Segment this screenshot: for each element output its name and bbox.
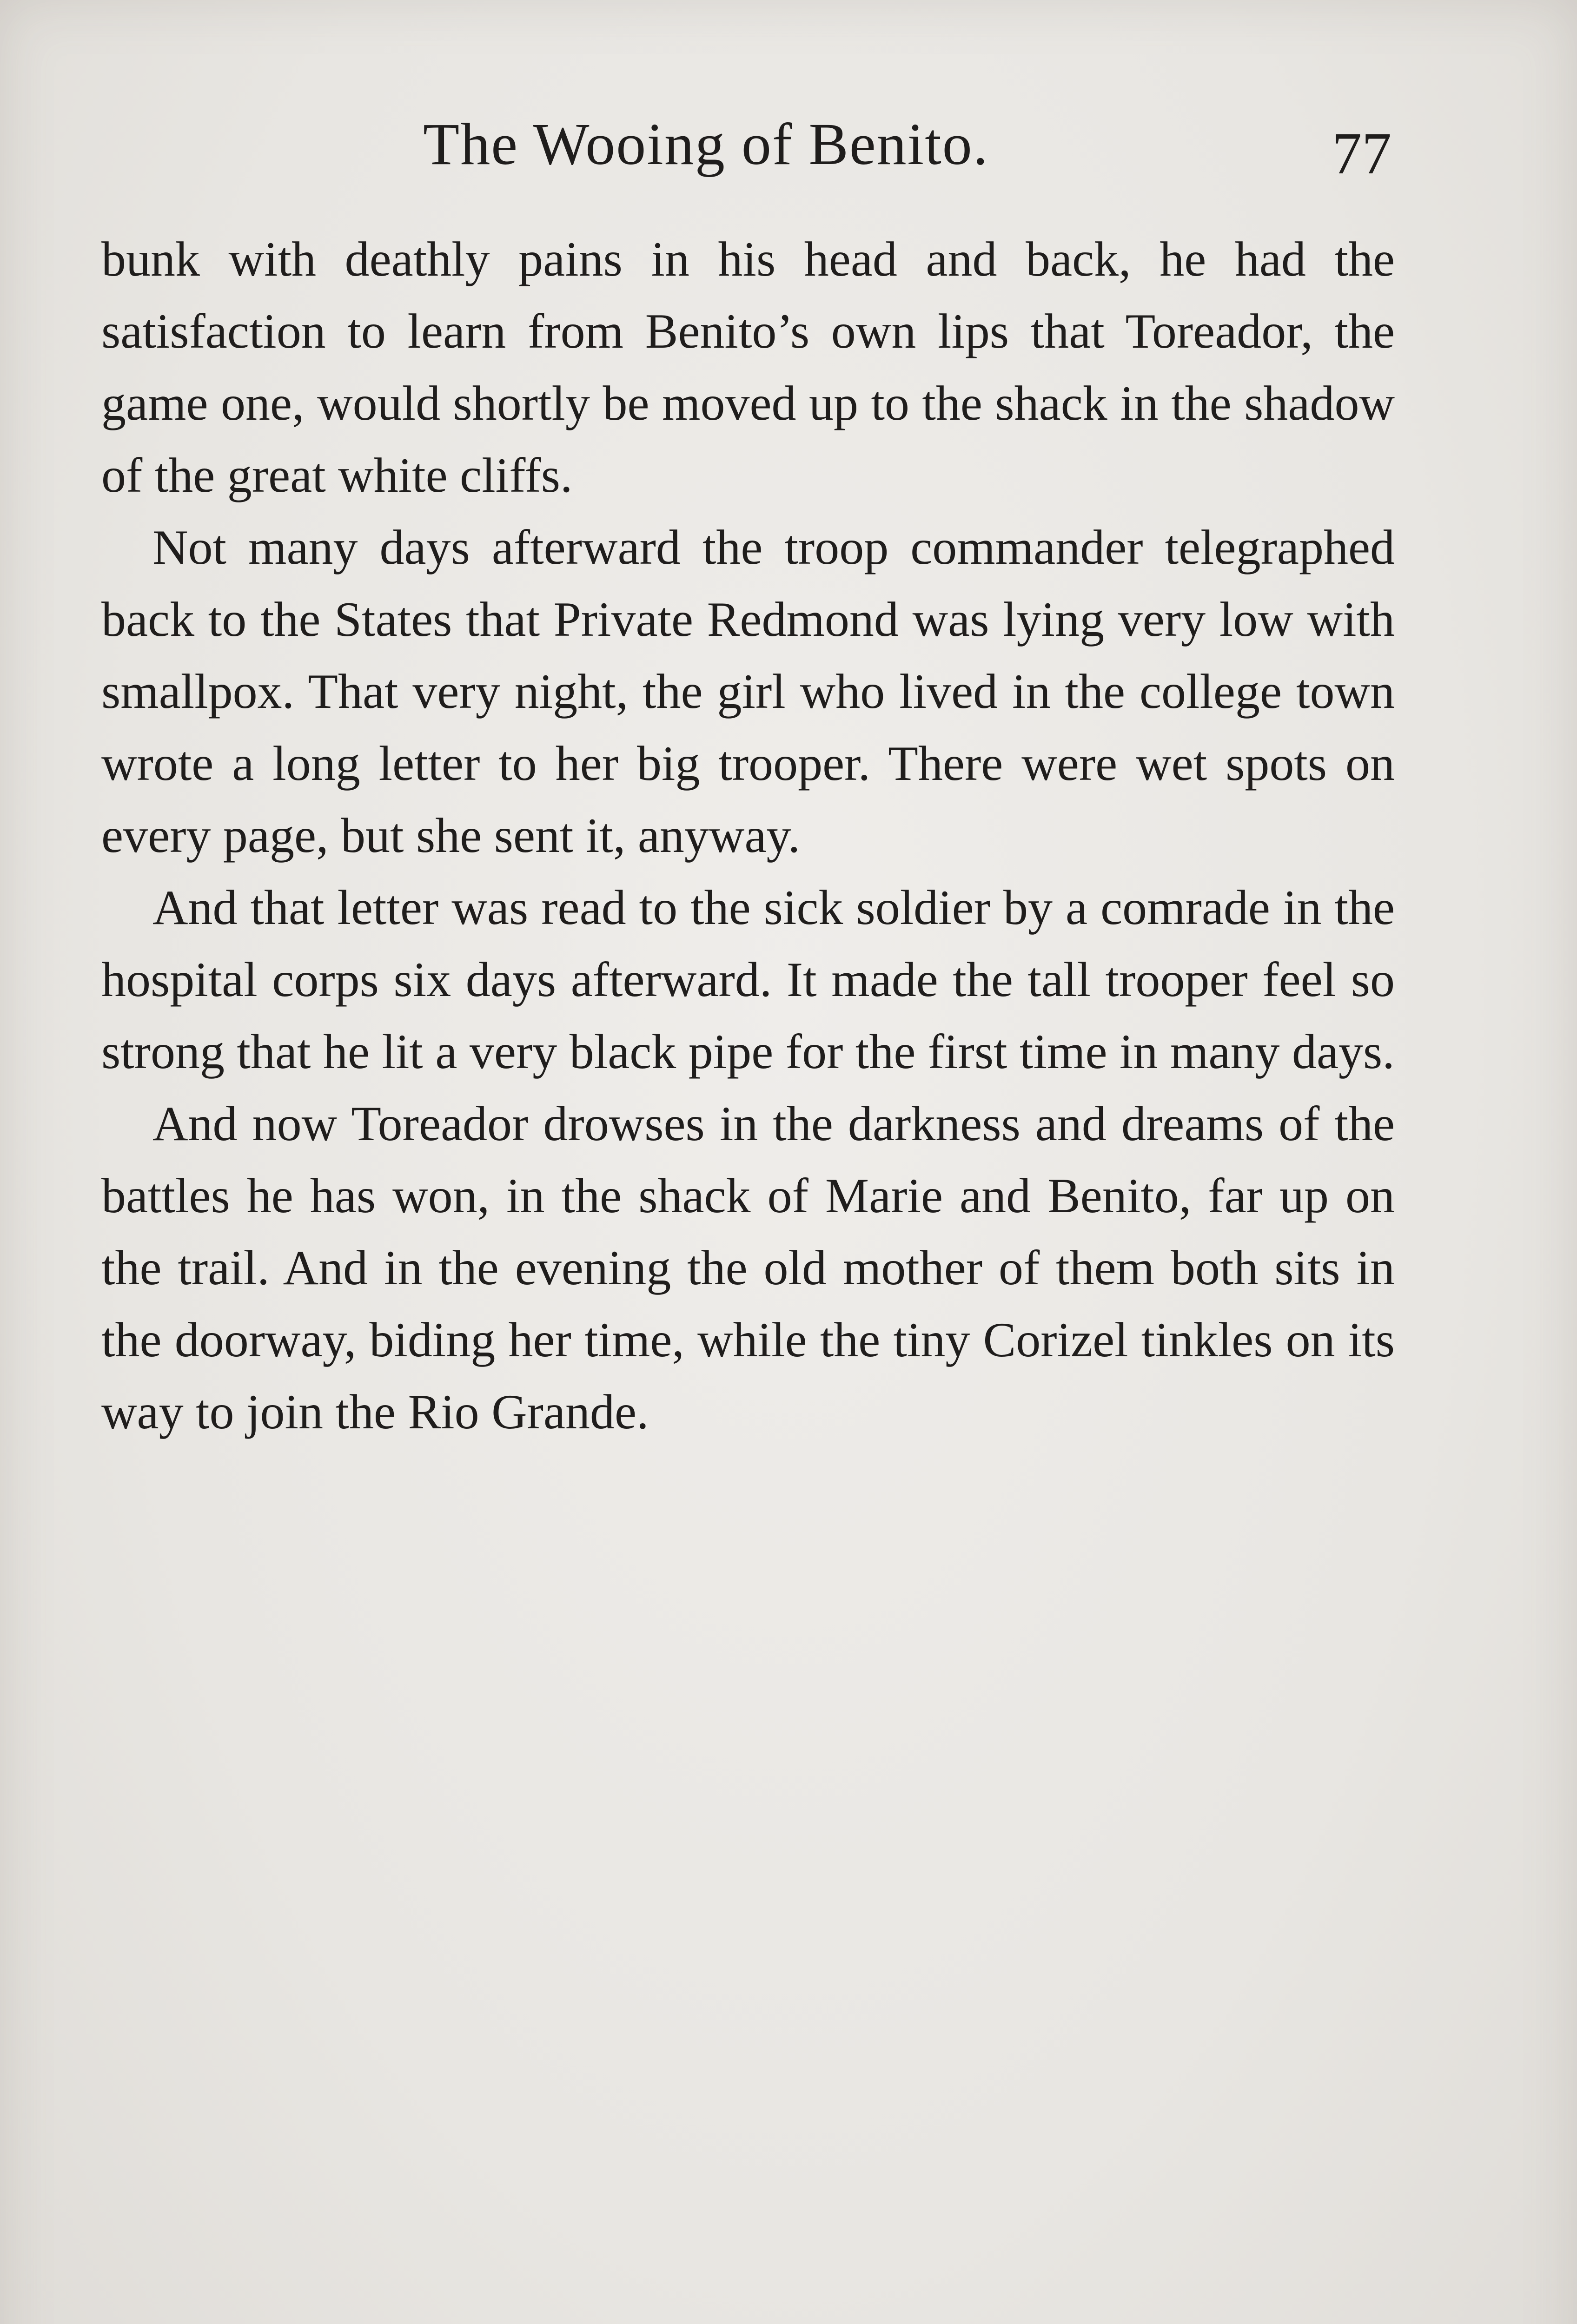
paragraph-continued: bunk with deathly pains in his head and back, he had the satisfaction to learn from Benito’s own lips that Toreador, the game one, would shortly be moved up to the shack in the shadow of the great white cliffs. [101,232,1395,502]
page-number: 77 [1332,120,1391,186]
chapter-title: The Wooing of Benito. [423,111,989,177]
running-head [0,107,1577,186]
paragraph: Not many days afterward the troop commander telegraphed back to the States that Private Redmond was lying very low with smallpox. That very night, the girl who lived in the college town wrote a long letter to her big trooper. There were wet spots on every page, but she sent it, anyway. [101,520,1395,863]
paragraph: And that letter was read to the sick soldier by a comrade in the hospital corps six days afterward. It made the tall trooper feel so strong that he lit a very black pipe for the first time in many days. [101,880,1395,1079]
body-text [101,223,1395,1448]
paragraph: And now Toreador drowses in the darkness and dreams of the battles he has won, in the shack of Marie and Benito, far up on the trail. And in the evening the old mother of them both sits in the doorway, biding her time, while the tiny Corizel tinkles on its way to join the Rio Grande. [101,1096,1395,1439]
